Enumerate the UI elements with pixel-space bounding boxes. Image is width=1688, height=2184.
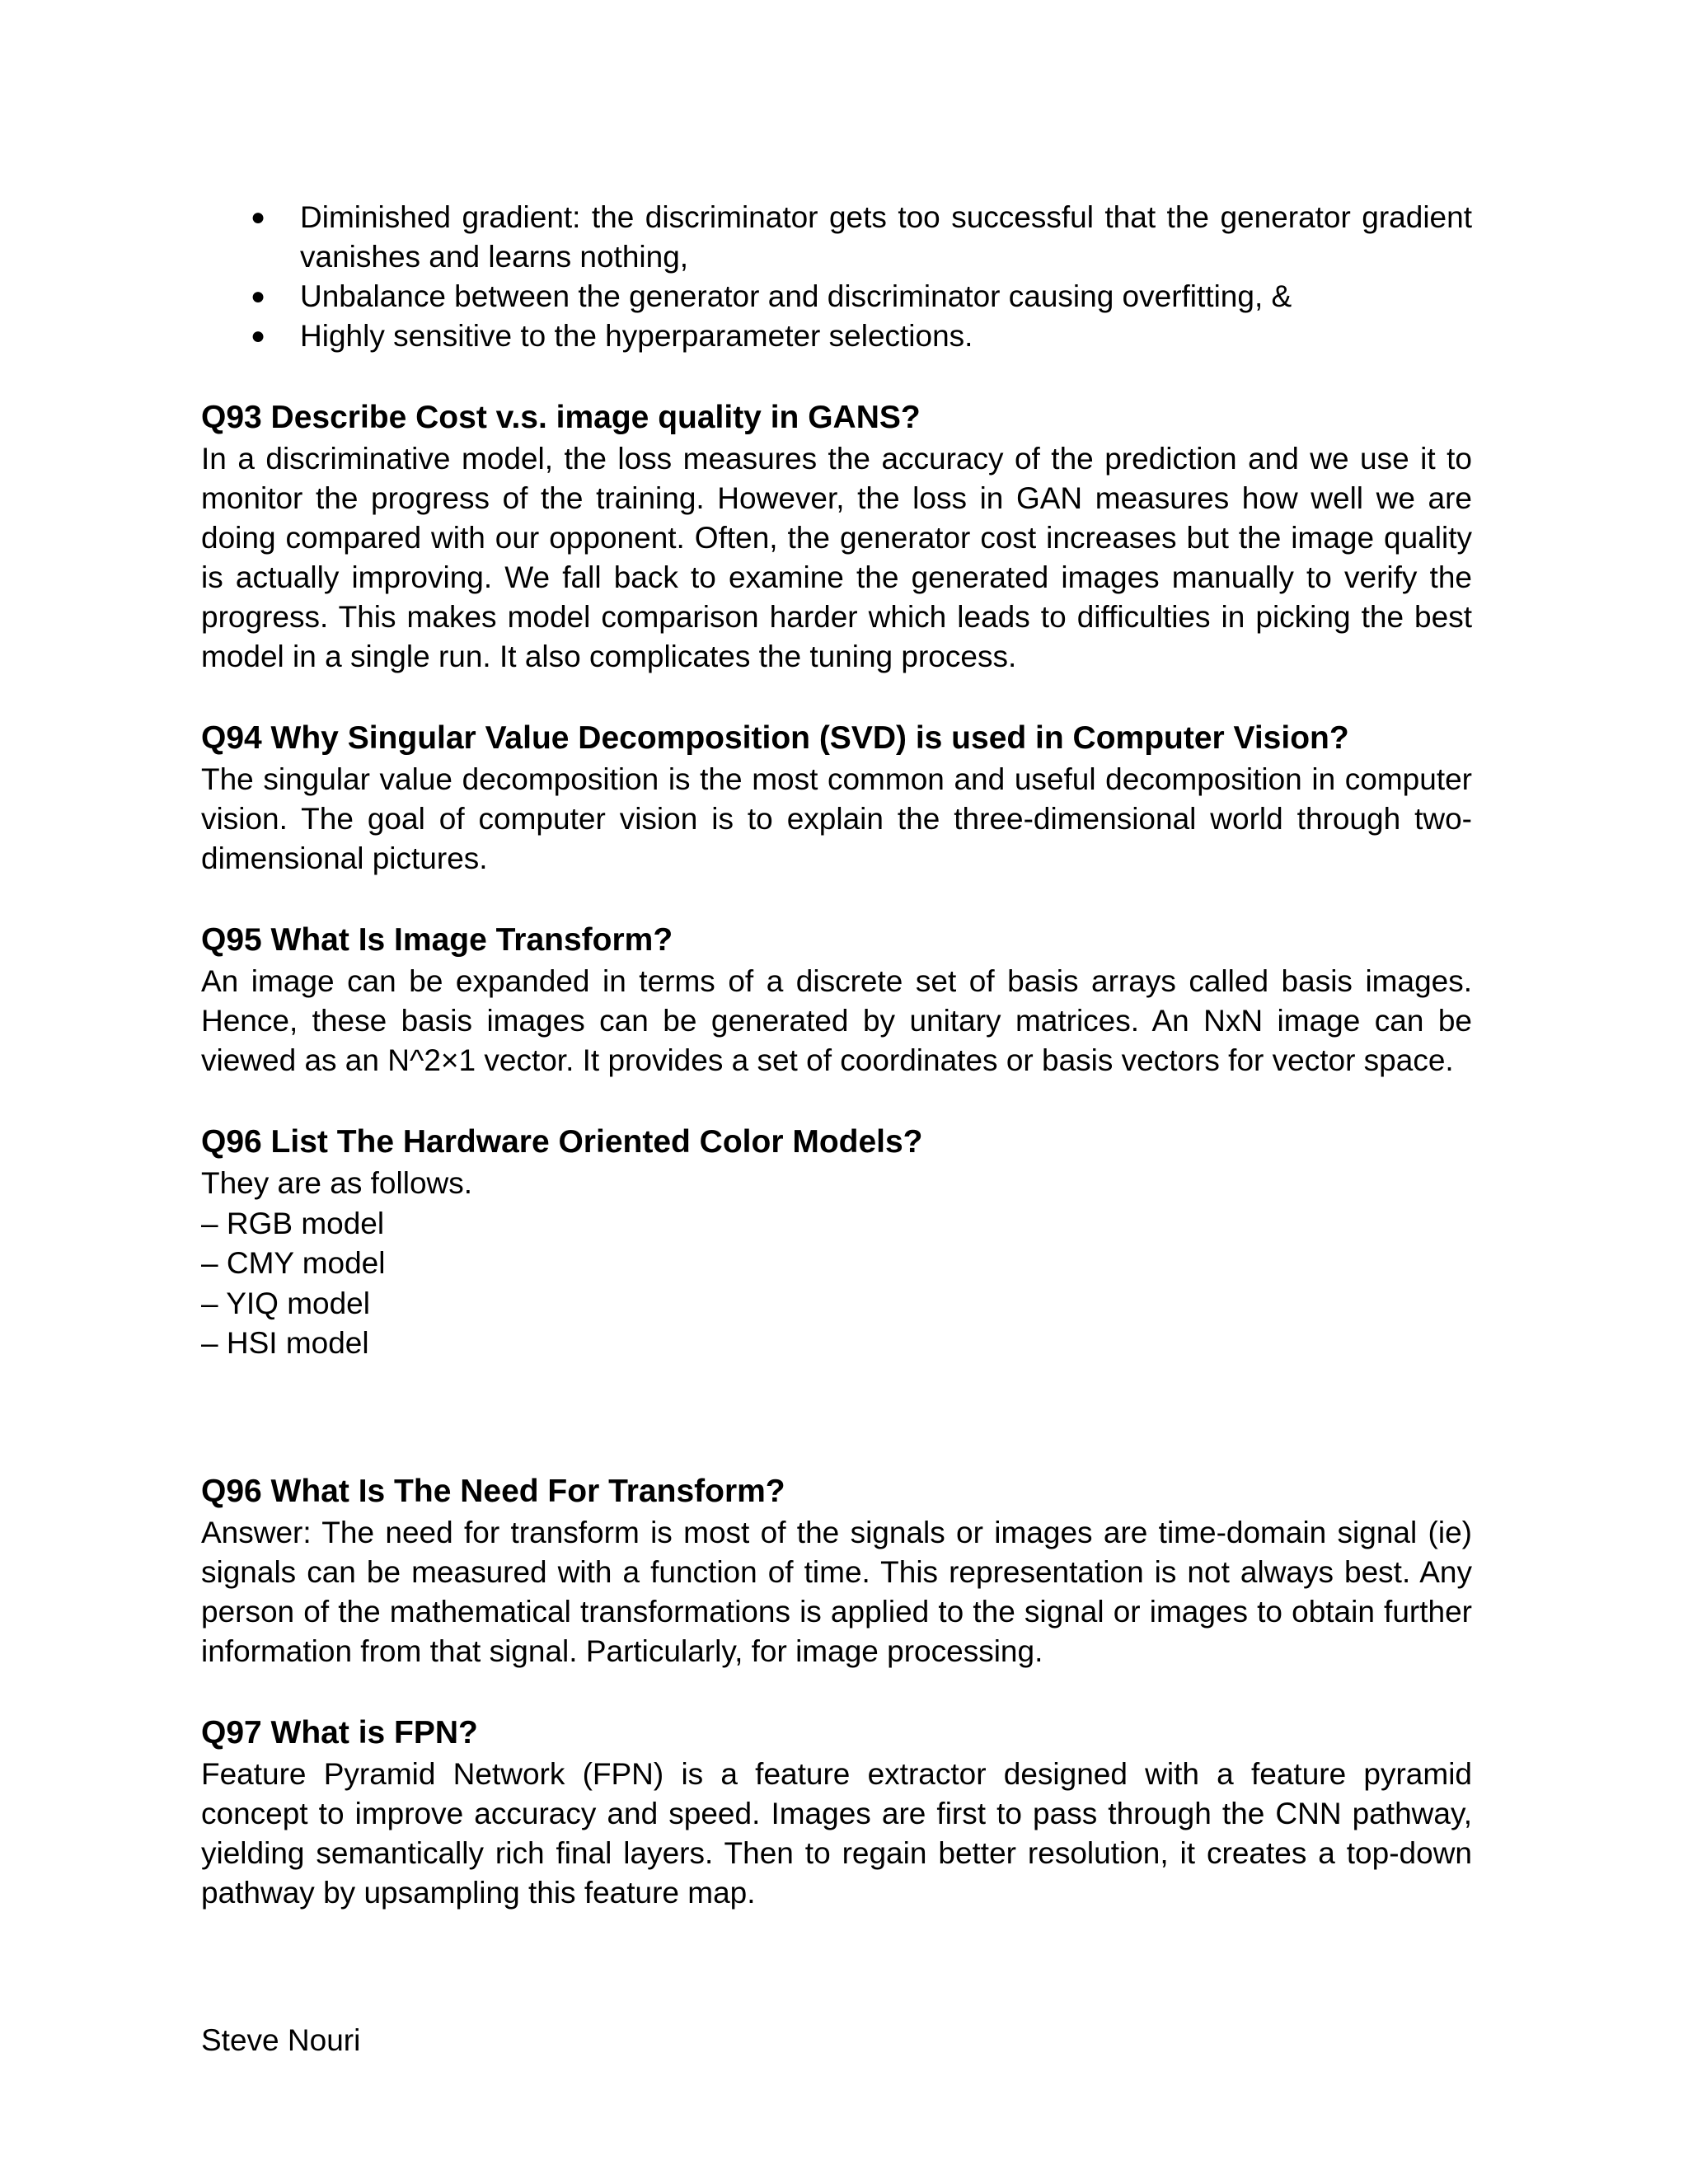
question-title: Q94 Why Singular Value Decomposition (SVD) is used in Computer Vision?: [201, 720, 1349, 756]
section-q95: [201, 919, 1472, 1080]
page-content: [201, 198, 1472, 1913]
answer-text: In a discriminative model, the loss measures the accuracy of the prediction and we use it to monitor the progress of the training. However, the loss in GAN measures how well we are doing compared with our opponent. Often, the generator cost increases but the image quality is actually improving. We fall back to examine the generated images manually to verify the progress. This makes model comparison harder which leads to difficulties in picking the best model in a single run. It also complicates the tuning process.: [201, 442, 1472, 673]
list-item: – CMY model: [201, 1246, 386, 1280]
bullet-item: [201, 198, 1472, 277]
section-q96-color-models: [201, 1121, 1472, 1364]
answer-text: An image can be expanded in terms of a discrete set of basis arrays called basis images. Hence, these basis images can be generated by unitary matrices. An NxN image can be viewed as an N^2×1 vector. It provides a set of coordinates or basis vectors for vector space.: [201, 964, 1472, 1077]
question-title: Q95 What Is Image Transform?: [201, 922, 673, 958]
bullet-dot-icon: ●: [251, 322, 266, 349]
section-q96-transform: [201, 1470, 1472, 1671]
vertical-spacer: [201, 1364, 1472, 1470]
section-q94: [201, 717, 1472, 879]
bullet-text: Diminished gradient: the discriminator gets too successful that the generator gradient vanishes and learns nothing,: [300, 200, 1472, 274]
answer-text: Answer: The need for transform is most of the signals or images are time-domain signal (ie) signals can be measured with a function of time. This representation is not always best. Any person of the mathematical transformations is applied to the signal or images to obtain further information from that signal. Particularly, for image processing.: [201, 1515, 1472, 1668]
answer-text: Feature Pyramid Network (FPN) is a feature extractor designed with a feature pyramid concept to improve accuracy and speed. Images are first to pass through the CNN pathway, yielding semantically rich final layers. Then to regain better resolution, it creates a top-down pathway by upsampling this feature map.: [201, 1756, 1472, 1910]
bullet-text: Unbalance between the generator and discriminator causing overfitting, &: [300, 279, 1292, 313]
question-title: Q93 Describe Cost v.s. image quality in GANS?: [201, 400, 921, 435]
question-title: Q96 What Is The Need For Transform?: [201, 1473, 785, 1509]
list-item: – HSI model: [201, 1326, 369, 1360]
bullet-list: [201, 198, 1472, 356]
bullet-dot-icon: ●: [251, 204, 266, 231]
question-title: Q96 List The Hardware Oriented Color Models?: [201, 1124, 923, 1160]
list-item: – RGB model: [201, 1206, 385, 1240]
answer-text: The singular value decomposition is the most common and useful decomposition in computer vision. The goal of computer vision is to explain the three-dimensional world through two-dimensional pictures.: [201, 762, 1472, 875]
bullet-item: [201, 316, 1472, 356]
footer-author: Steve Nouri: [201, 2023, 361, 2057]
section-q97: [201, 1712, 1472, 1913]
answer-intro: They are as follows.: [201, 1166, 473, 1200]
bullet-dot-icon: ●: [251, 283, 266, 310]
question-title: Q97 What is FPN?: [201, 1714, 478, 1750]
section-q93: [201, 396, 1472, 677]
bullet-item: [201, 277, 1472, 316]
list-item: – YIQ model: [201, 1286, 370, 1320]
bullet-text: Highly sensitive to the hyperparameter selections.: [300, 319, 973, 353]
